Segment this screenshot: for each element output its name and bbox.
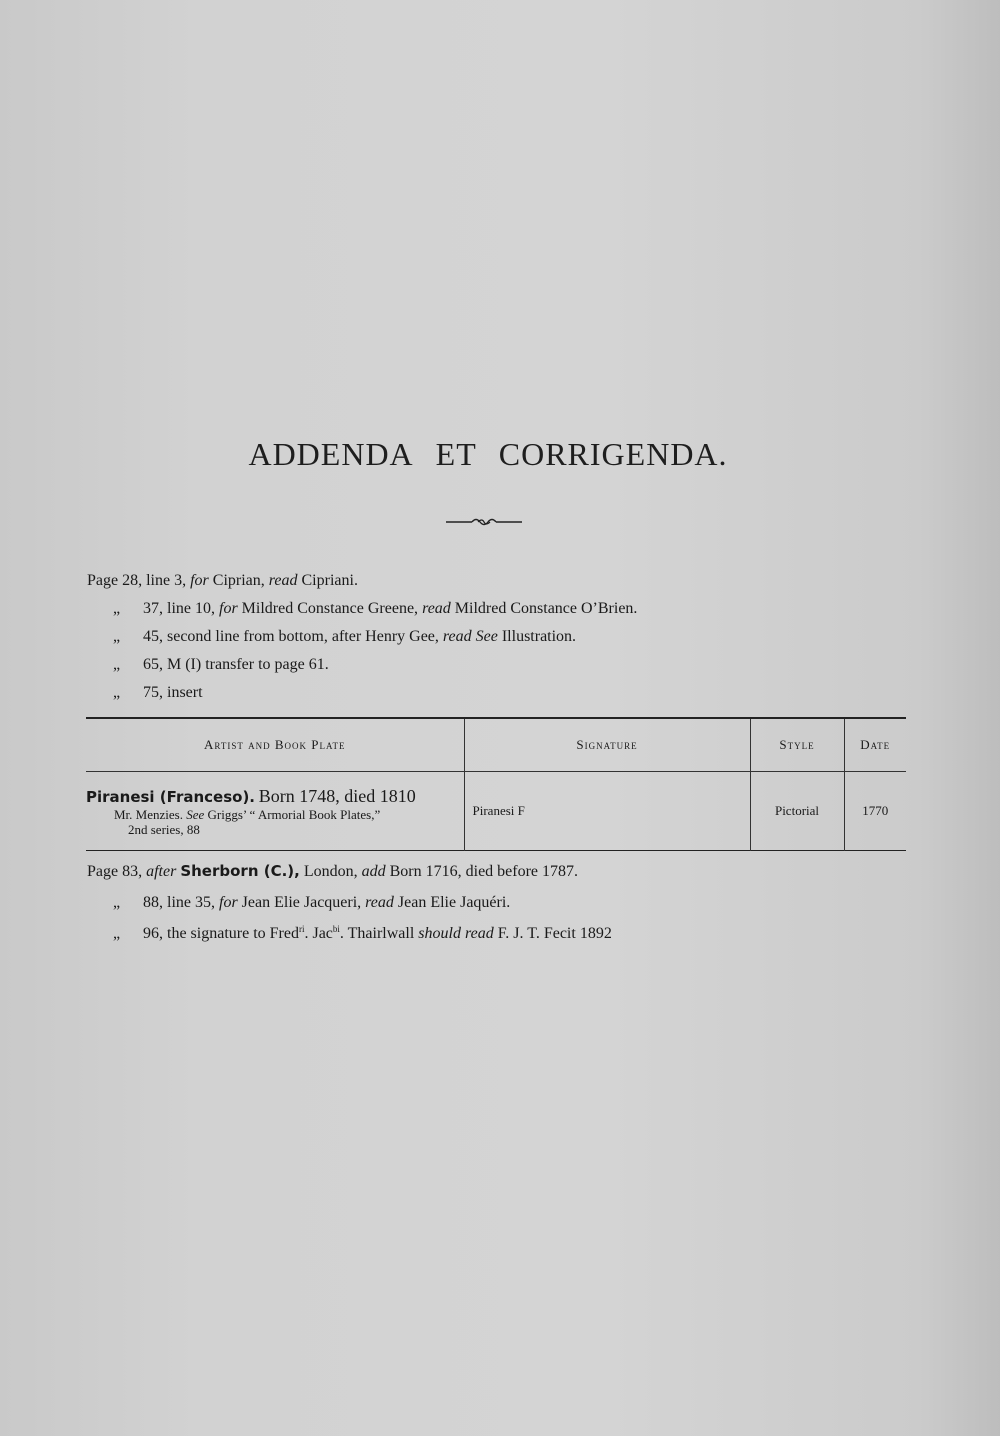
text: bi: [332, 924, 340, 934]
column-header: Signature: [464, 718, 750, 772]
ditto-mark: „: [113, 600, 121, 617]
text: should read: [418, 925, 494, 942]
text: Ciprian,: [208, 572, 269, 589]
artist-heading: [86, 786, 463, 807]
artist-cell: [86, 772, 464, 851]
text: See: [186, 806, 205, 822]
artist-name: Piranesi (Franceso).: [86, 787, 255, 806]
column-header: Artist and Book Plate: [86, 718, 464, 772]
text: read: [365, 894, 394, 911]
text: 45, second line from bottom, after Henry Gee,: [143, 628, 443, 645]
ditto-mark: „: [113, 925, 121, 942]
text: read: [268, 572, 298, 589]
signature-cell: Piranesi F: [464, 772, 750, 851]
text: read: [422, 600, 451, 617]
text: Illustration.: [497, 628, 577, 645]
text: 65, M (I) transfer to page 61.: [143, 656, 329, 673]
text: 96, the signature to Fred: [143, 925, 299, 942]
ditto-mark: „: [113, 656, 121, 673]
text: 88, line 35,: [143, 894, 219, 911]
text: F. J. T. Fecit 1892: [493, 925, 612, 942]
text: Cipriani.: [297, 572, 358, 589]
text: Page 83,: [87, 863, 147, 880]
text: 37, line 10,: [143, 600, 219, 617]
correction-line: [87, 862, 578, 881]
text: after: [146, 863, 177, 880]
text: for: [190, 572, 209, 589]
table-row: [86, 772, 906, 851]
text: Griggs’ “ Armorial Book Plates,”: [207, 806, 381, 822]
ditto-mark: „: [113, 628, 121, 645]
artist-note: [86, 807, 463, 837]
correction-line: [87, 572, 358, 590]
text: Page 28, line 3,: [87, 572, 191, 589]
book-plate-table: [86, 717, 906, 851]
date-cell: 1770: [862, 803, 889, 818]
text: Born 1716, died before 1787.: [385, 863, 579, 880]
text: 2nd series, 88: [128, 821, 200, 837]
column-header: Date: [844, 718, 906, 772]
text: Jean Elie Jacqueri,: [237, 894, 366, 911]
text: read See: [442, 628, 498, 645]
text: Mildred Constance Greene,: [237, 600, 423, 617]
ornament-divider-icon: [444, 512, 524, 532]
column-header: Style: [750, 718, 844, 772]
text: . Jac: [304, 925, 333, 942]
text: for: [219, 894, 238, 911]
text: for: [219, 600, 238, 617]
text: Sherborn (C.),: [180, 862, 300, 880]
correction-line: [113, 684, 203, 702]
text: Mildred Constance O’Brien.: [450, 600, 638, 617]
style-cell: Pictorial: [750, 772, 844, 851]
text: Jean Elie Jaquéri.: [393, 894, 511, 911]
correction-line: [113, 894, 510, 912]
page-title: [0, 436, 976, 473]
correction-line: [113, 600, 637, 618]
artist-dates: Born 1748, died 1810: [258, 785, 416, 806]
text: London,: [299, 863, 362, 880]
title-word: ADDENDA: [248, 436, 414, 472]
text: 75, insert: [143, 684, 203, 701]
ditto-mark: „: [113, 684, 121, 701]
title-word: ET: [435, 436, 477, 472]
text: . Thairlwall: [339, 925, 419, 942]
title-word: CORRIGENDA.: [498, 436, 728, 472]
text: add: [361, 863, 386, 880]
correction-line: [113, 924, 612, 943]
correction-line: [113, 628, 576, 646]
ditto-mark: „: [113, 894, 121, 911]
text: ri: [298, 924, 305, 934]
correction-line: [113, 656, 329, 674]
text: Mr. Menzies.: [114, 806, 183, 822]
